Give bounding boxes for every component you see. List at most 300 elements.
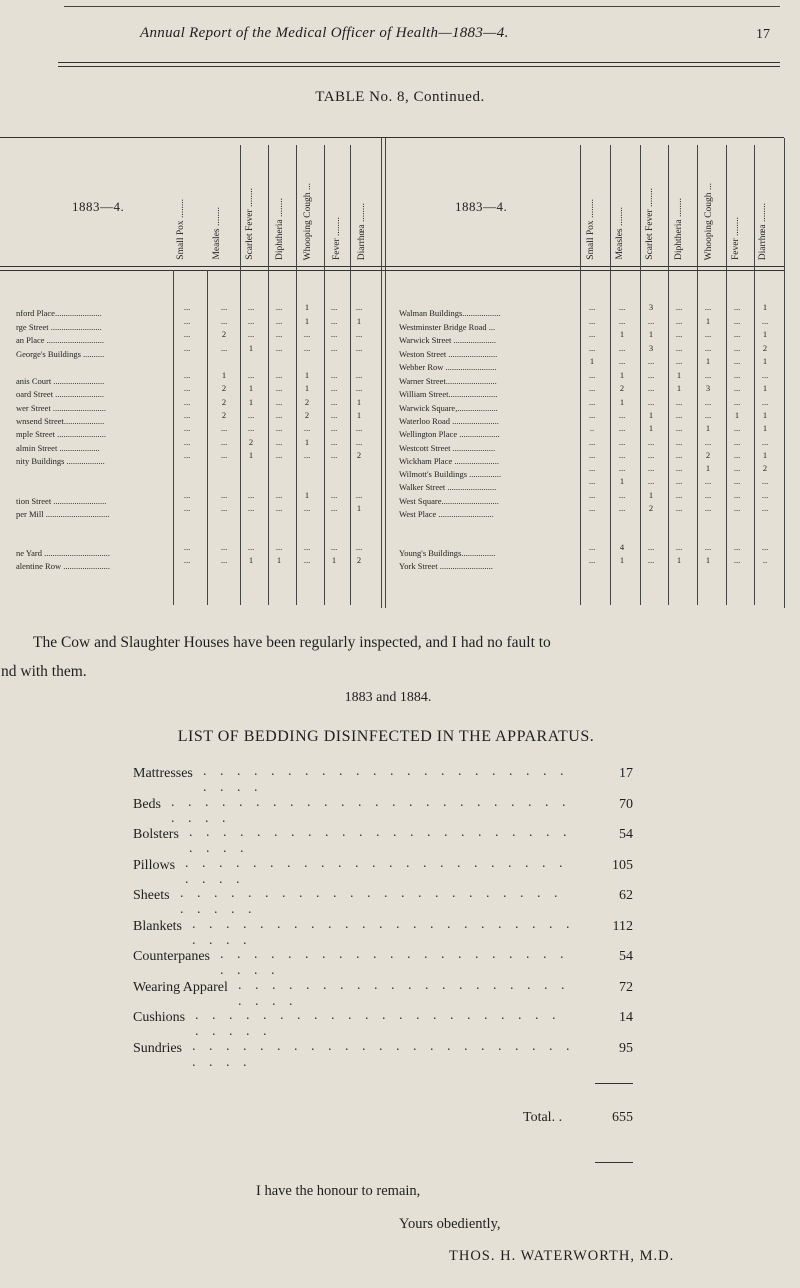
table-cell: 1 bbox=[762, 329, 768, 339]
table-cell: ... bbox=[704, 343, 712, 353]
table-cell: 1 bbox=[356, 503, 362, 513]
row-name: alentine Row ...................... bbox=[16, 561, 110, 571]
leader-dots: . . . . . . . . . . . . . . . . . . . . . . . . . bbox=[220, 947, 569, 978]
table-cell: ... bbox=[588, 370, 596, 380]
row-name: George's Buildings .......... bbox=[16, 349, 105, 359]
table-cell: ... bbox=[183, 383, 191, 393]
table-cell: ... bbox=[183, 423, 191, 433]
table-cell: ... bbox=[733, 437, 741, 447]
bedding-item-count: 70 bbox=[619, 796, 633, 812]
table-cell: ... bbox=[588, 476, 596, 486]
table-cell: ... bbox=[275, 329, 283, 339]
header-rule bbox=[58, 62, 780, 63]
table-cell: ... bbox=[733, 490, 741, 500]
table-cell: ... bbox=[330, 397, 338, 407]
table-cell: 1 bbox=[304, 490, 310, 500]
table-cell: ... bbox=[647, 383, 655, 393]
table-cell: ... bbox=[733, 542, 741, 552]
bedding-item-label: Blankets bbox=[133, 918, 182, 934]
bedding-item-label: Counterpanes bbox=[133, 949, 210, 964]
table-cell: 2 bbox=[356, 555, 362, 565]
table-cell: 1 bbox=[356, 410, 362, 420]
table-cell: 2 bbox=[356, 450, 362, 460]
table-cell: 1 bbox=[221, 370, 227, 380]
table-cell: ... bbox=[247, 410, 255, 420]
table-cell: ... bbox=[275, 410, 283, 420]
table-cell: .. bbox=[762, 555, 768, 565]
table-cell: ... bbox=[761, 476, 769, 486]
table-cell: ... bbox=[303, 542, 311, 552]
table-cell: ... bbox=[220, 542, 228, 552]
table-cell: ... bbox=[355, 343, 363, 353]
table-cell: 1 bbox=[762, 383, 768, 393]
table-cell: ... bbox=[355, 490, 363, 500]
table-cell: ... bbox=[618, 490, 626, 500]
table-cell: ... bbox=[761, 542, 769, 552]
table-cell: ... bbox=[733, 329, 741, 339]
table-cell: 2 bbox=[705, 450, 711, 460]
table-cell: .. bbox=[589, 423, 595, 433]
table-cell: ... bbox=[330, 370, 338, 380]
table-cell: ... bbox=[733, 316, 741, 326]
table-cell: 1 bbox=[705, 463, 711, 473]
table-cell: ... bbox=[647, 316, 655, 326]
table-middle-divider bbox=[381, 138, 382, 608]
table-cell: ... bbox=[183, 437, 191, 447]
table-cell: ... bbox=[761, 490, 769, 500]
table-cell: ... bbox=[675, 316, 683, 326]
table-cell: ... bbox=[330, 503, 338, 513]
table-cell: 1 bbox=[619, 555, 625, 565]
bedding-item bbox=[133, 916, 633, 948]
table-cell: 1 bbox=[648, 423, 654, 433]
table-cell: ... bbox=[220, 555, 228, 565]
table-cell: 1 bbox=[331, 555, 337, 565]
table-cell: ... bbox=[330, 383, 338, 393]
bedding-item-label: Sundries bbox=[133, 1040, 182, 1056]
table-cell: ... bbox=[275, 383, 283, 393]
table-cell: 1 bbox=[676, 383, 682, 393]
table-cell: ... bbox=[275, 316, 283, 326]
table-cell: ... bbox=[675, 437, 683, 447]
table-cell: 1 bbox=[648, 410, 654, 420]
list-years: 1883 and 1884. bbox=[344, 690, 432, 705]
closing-line2: Yours obediently, bbox=[399, 1216, 501, 1232]
table-cell: ... bbox=[330, 450, 338, 460]
table-cell: ... bbox=[183, 343, 191, 353]
leader-dots: . . . . . . . . . . . . . . . . . . . . . . . . . . . bbox=[195, 1008, 561, 1039]
running-header bbox=[0, 25, 800, 45]
row-name: West Square........................... bbox=[399, 496, 499, 506]
table-cell: ... bbox=[275, 437, 283, 447]
table-cell: ... bbox=[618, 343, 626, 353]
table-cell: 2 bbox=[221, 397, 227, 407]
table-cell: ... bbox=[733, 503, 741, 513]
table-cell: ... bbox=[220, 503, 228, 513]
table-cell: ... bbox=[220, 450, 228, 460]
table-cell: ... bbox=[183, 503, 191, 513]
table-cell: ... bbox=[647, 397, 655, 407]
table-cell: 1 bbox=[676, 555, 682, 565]
bedding-item-label: Sheets bbox=[133, 888, 170, 903]
table-cell: ... bbox=[588, 410, 596, 420]
bedding-item-count: 17 bbox=[619, 766, 633, 781]
table-cell: ... bbox=[733, 450, 741, 460]
inspection-paragraph-line1: The Cow and Slaughter Houses have been regularly inspected, and I had no fault to bbox=[33, 634, 551, 651]
bedding-item bbox=[133, 855, 633, 887]
table-right-border bbox=[784, 138, 785, 608]
table-cell: ... bbox=[704, 410, 712, 420]
table-cell: ... bbox=[330, 343, 338, 353]
table-cell: 1 bbox=[248, 343, 254, 353]
table-cell: ... bbox=[355, 437, 363, 447]
table-cell: 2 bbox=[221, 383, 227, 393]
table-cell: ... bbox=[275, 343, 283, 353]
table-cell: ... bbox=[675, 463, 683, 473]
table-cell: ... bbox=[247, 503, 255, 513]
table-cell: ... bbox=[618, 302, 626, 312]
table-cell: 1 bbox=[648, 329, 654, 339]
table-cell: 2 bbox=[762, 343, 768, 353]
table-cell: ... bbox=[247, 316, 255, 326]
row-name: Westcott Street .................... bbox=[399, 443, 496, 453]
row-name: Weston Street ....................... bbox=[399, 349, 498, 359]
bedding-item-label: Beds bbox=[133, 796, 161, 812]
row-name: nford Place...................... bbox=[16, 308, 102, 318]
row-name: York Street ......................... bbox=[399, 561, 493, 571]
leader-dots: . . . . . . . . . . . . . . . . . . . . . . . . . . . bbox=[189, 825, 572, 856]
table-cell: 1 bbox=[676, 370, 682, 380]
table-cell: ... bbox=[275, 542, 283, 552]
table-cell: ... bbox=[704, 490, 712, 500]
col-measles: Measles ........ bbox=[212, 207, 222, 260]
table-cell: 1 bbox=[304, 302, 310, 312]
bedding-item-count: 105 bbox=[612, 857, 633, 873]
table-cell: 3 bbox=[705, 383, 711, 393]
bedding-item-count: 95 bbox=[619, 1040, 633, 1056]
bedding-item bbox=[133, 825, 633, 856]
table-cell: ... bbox=[183, 410, 191, 420]
table-cell: 2 bbox=[648, 503, 654, 513]
table-cell: ... bbox=[733, 476, 741, 486]
col-fever: Fever ........ bbox=[332, 216, 342, 260]
table-cell: ... bbox=[618, 356, 626, 366]
table-cell: ... bbox=[704, 542, 712, 552]
table-cell: ... bbox=[647, 463, 655, 473]
row-name: mple Street ....................... bbox=[16, 429, 106, 439]
bedding-item-count: 112 bbox=[612, 918, 633, 934]
table-cell: 1 bbox=[705, 555, 711, 565]
table-cell: ... bbox=[220, 423, 228, 433]
col-whooping-cough: Whooping Cough ... bbox=[704, 182, 714, 260]
table-cell: ... bbox=[618, 463, 626, 473]
table-cell: ... bbox=[247, 490, 255, 500]
table-cell: ... bbox=[647, 437, 655, 447]
leader-dots: . . . . . . . . . . . . . . . . . . . . . . . . . . bbox=[203, 764, 569, 795]
right-year-label: 1883—4. bbox=[455, 199, 508, 214]
table-cell: ... bbox=[183, 370, 191, 380]
table-cell: ... bbox=[675, 542, 683, 552]
table-cell: ... bbox=[588, 490, 596, 500]
table-cell: 2 bbox=[762, 463, 768, 473]
table-cell: ... bbox=[704, 370, 712, 380]
table-cell: ... bbox=[675, 397, 683, 407]
table-cell: ... bbox=[647, 542, 655, 552]
table-cell: ... bbox=[220, 302, 228, 312]
closing-line1: I have the honour to remain, bbox=[256, 1183, 421, 1199]
table-cell: ... bbox=[733, 397, 741, 407]
table-cell: ... bbox=[303, 343, 311, 353]
table-cell: ... bbox=[355, 302, 363, 312]
row-name: Young's Buildings................ bbox=[399, 548, 496, 558]
table-cell: 1 bbox=[762, 423, 768, 433]
row-name: per Mill .............................. bbox=[16, 509, 110, 519]
table-cell: ... bbox=[183, 490, 191, 500]
leader-dots: . . . . . . . . . . . . . . . . . . . . . . . . . . . bbox=[185, 855, 568, 887]
table-cell: ... bbox=[330, 542, 338, 552]
table-cell: 2 bbox=[304, 397, 310, 407]
row-name: Westminster Bridge Road ... bbox=[399, 322, 496, 332]
row-name: Wilmott's Buildings ............... bbox=[399, 469, 502, 479]
table-cell: ... bbox=[355, 370, 363, 380]
row-name: rge Street ........................ bbox=[16, 322, 102, 332]
bedding-item-label: Wearing Apparel bbox=[133, 979, 228, 995]
table-cell: 1 bbox=[356, 316, 362, 326]
col-diarrhoea: Diarrhœa ........ bbox=[357, 202, 367, 260]
table-cell: ... bbox=[330, 423, 338, 433]
table-cell: ... bbox=[588, 450, 596, 460]
row-name: anis Court ........................ bbox=[16, 376, 105, 386]
table-cell: ... bbox=[618, 450, 626, 460]
table-cell: ... bbox=[588, 542, 596, 552]
col-fever: Fever ........ bbox=[731, 216, 741, 260]
table-cell: 1 bbox=[619, 397, 625, 407]
table-cell: 1 bbox=[619, 329, 625, 339]
bedding-item-count: 14 bbox=[619, 1010, 633, 1025]
table-cell: 1 bbox=[762, 450, 768, 460]
table-cell: ... bbox=[733, 343, 741, 353]
table-cell: ... bbox=[588, 383, 596, 393]
table-header-bottom-rule-2 bbox=[0, 270, 784, 271]
table-cell: ... bbox=[704, 397, 712, 407]
table-cell: 2 bbox=[248, 437, 254, 447]
bedding-item-count: 72 bbox=[619, 979, 633, 995]
table-cell: ... bbox=[675, 343, 683, 353]
table-cell: 2 bbox=[221, 329, 227, 339]
table-cell: ... bbox=[330, 329, 338, 339]
table-cell: ... bbox=[183, 397, 191, 407]
table-cell: ... bbox=[618, 410, 626, 420]
leader-dots: . . . . . . . . . . . . . . . . . . . . . . . . . . . . bbox=[171, 794, 571, 826]
table-cell: 1 bbox=[248, 450, 254, 460]
table-cell: 1 bbox=[356, 397, 362, 407]
table-cell: 1 bbox=[304, 370, 310, 380]
bedding-item bbox=[133, 794, 633, 826]
row-name: Warner Street........................ bbox=[399, 376, 497, 386]
table-cell: 4 bbox=[619, 542, 625, 552]
table-cell: 2 bbox=[221, 410, 227, 420]
table-cell: ... bbox=[733, 423, 741, 433]
table-cell: ... bbox=[247, 302, 255, 312]
table-cell: 1 bbox=[705, 316, 711, 326]
table-cell: ... bbox=[330, 410, 338, 420]
table-cell: ... bbox=[675, 410, 683, 420]
signature: THOS. H. WATERWORTH, M.D. bbox=[449, 1248, 675, 1264]
col-diphtheria: Diphtheria ........ bbox=[275, 197, 285, 260]
table-cell: ... bbox=[675, 490, 683, 500]
col-small-pox: Small Pox ........ bbox=[586, 199, 596, 260]
table-cell: ... bbox=[675, 302, 683, 312]
table-cell: ... bbox=[330, 316, 338, 326]
table-cell: ... bbox=[761, 370, 769, 380]
table-cell: ... bbox=[355, 423, 363, 433]
leader-dots: . . . . . . . . . . . . . . . . . . . . . . . . . . . bbox=[192, 916, 575, 948]
table-cell: ... bbox=[183, 329, 191, 339]
row-name: West Place .......................... bbox=[399, 509, 494, 519]
table-cell: ... bbox=[275, 423, 283, 433]
table-cell: ... bbox=[704, 329, 712, 339]
table-cell: ... bbox=[647, 356, 655, 366]
leader-dots: . . . . . . . . . . . . . . . . . . . . . . . . . . . . bbox=[180, 886, 563, 917]
bedding-item-label: Mattresses bbox=[133, 766, 193, 781]
table-cell: 1 bbox=[762, 302, 768, 312]
table-title: TABLE No. 8, Continued. bbox=[315, 89, 485, 105]
table-cell: ... bbox=[618, 503, 626, 513]
row-name: nity Buildings .................. bbox=[16, 456, 105, 466]
table-cell: ... bbox=[618, 437, 626, 447]
table-cell: 1 bbox=[248, 555, 254, 565]
table-cell: 1 bbox=[705, 356, 711, 366]
table-cell: ... bbox=[647, 476, 655, 486]
table-cell: ... bbox=[588, 555, 596, 565]
table-cell: ... bbox=[303, 555, 311, 565]
table-cell: ... bbox=[588, 503, 596, 513]
bedding-item bbox=[133, 947, 633, 978]
row-name: almin Street ................... bbox=[16, 443, 100, 453]
table-cell: ... bbox=[303, 503, 311, 513]
table-cell: ... bbox=[275, 450, 283, 460]
table-cell: ... bbox=[761, 397, 769, 407]
table-cell: 1 bbox=[762, 356, 768, 366]
table-cell: ... bbox=[761, 437, 769, 447]
table-cell: 1 bbox=[304, 383, 310, 393]
table-cell: 1 bbox=[304, 316, 310, 326]
table-cell: 1 bbox=[304, 437, 310, 447]
table-cell: 3 bbox=[648, 302, 654, 312]
table-header-bottom-rule bbox=[0, 266, 784, 267]
table-cell: ... bbox=[588, 329, 596, 339]
table-cell: 1 bbox=[589, 356, 595, 366]
table-cell: ... bbox=[220, 316, 228, 326]
table-cell: ... bbox=[675, 450, 683, 460]
table-cell: 1 bbox=[648, 490, 654, 500]
table-cell: ... bbox=[588, 437, 596, 447]
table-cell: ... bbox=[704, 476, 712, 486]
row-name: Warwick Street .................... bbox=[399, 335, 497, 345]
row-name: Walker Street ....................... bbox=[399, 482, 497, 492]
table-cell: ... bbox=[704, 437, 712, 447]
col-measles: Measles ........ bbox=[615, 207, 625, 260]
table-cell: ... bbox=[588, 463, 596, 473]
table-cell: ... bbox=[733, 356, 741, 366]
table-cell: ... bbox=[355, 542, 363, 552]
table-cell: ... bbox=[303, 450, 311, 460]
table-cell: ... bbox=[220, 437, 228, 447]
table-cell: ... bbox=[618, 423, 626, 433]
table-cell: 1 bbox=[619, 370, 625, 380]
total-value: 655 bbox=[612, 1110, 633, 1125]
table-top-rule bbox=[0, 137, 784, 138]
row-name: William Street....................... bbox=[399, 389, 498, 399]
table-cell: 2 bbox=[619, 383, 625, 393]
bedding-item-label: Bolsters bbox=[133, 827, 179, 842]
table-cell: ... bbox=[183, 302, 191, 312]
page-number: 17 bbox=[756, 27, 770, 42]
table-cell: ... bbox=[247, 542, 255, 552]
col-scarlet-fever: Scarlet Fever ........ bbox=[645, 188, 655, 260]
table-cell: ... bbox=[618, 316, 626, 326]
table-cell: ... bbox=[303, 423, 311, 433]
table-cell: ... bbox=[733, 383, 741, 393]
table-cell: ... bbox=[588, 316, 596, 326]
bedding-item bbox=[133, 977, 633, 1009]
bedding-item-count: 62 bbox=[619, 888, 633, 903]
bedding-item-label: Pillows bbox=[133, 857, 176, 873]
row-name: tion Street ......................... bbox=[16, 496, 107, 506]
table-cell: ... bbox=[647, 555, 655, 565]
col-small-pox: Small Pox ........ bbox=[176, 199, 186, 260]
col-whooping-cough: Whooping Cough ... bbox=[303, 182, 313, 260]
table-cell: 2 bbox=[304, 410, 310, 420]
table-cell: ... bbox=[330, 302, 338, 312]
table-cell: ... bbox=[733, 370, 741, 380]
table-cell: ... bbox=[220, 490, 228, 500]
table-cell: 3 bbox=[648, 343, 654, 353]
table-cell: ... bbox=[647, 370, 655, 380]
total-rule-bottom bbox=[595, 1162, 633, 1163]
table-cell: ... bbox=[733, 463, 741, 473]
table-cell: ... bbox=[761, 316, 769, 326]
header-rule-2 bbox=[58, 66, 780, 67]
bedding-item bbox=[133, 764, 633, 795]
bedding-item bbox=[133, 886, 633, 917]
table-cell: ... bbox=[588, 397, 596, 407]
table-cell: 1 bbox=[762, 410, 768, 420]
table-cell: ... bbox=[355, 329, 363, 339]
col-diarrhoea: Diarrhœa ........ bbox=[758, 202, 768, 260]
row-name: an Place ........................... bbox=[16, 335, 105, 345]
list-title: LIST OF BEDDING DISINFECTED IN THE APPARATUS. bbox=[177, 728, 595, 745]
table-cell: ... bbox=[330, 437, 338, 447]
table-middle-divider-2 bbox=[385, 138, 386, 608]
leader-dots: . . . . . . . . . . . . . . . . . . . . . . . . bbox=[238, 977, 570, 1009]
table-cell: ... bbox=[675, 476, 683, 486]
table-cell: ... bbox=[704, 302, 712, 312]
table-cell: ... bbox=[183, 450, 191, 460]
table-cell: ... bbox=[675, 503, 683, 513]
table-cell: ... bbox=[761, 503, 769, 513]
row-name: Wellington Place ................... bbox=[399, 429, 500, 439]
table-cell: ... bbox=[183, 316, 191, 326]
table-cell: ... bbox=[275, 503, 283, 513]
row-name: Waterloo Road ...................... bbox=[399, 416, 499, 426]
total-label: Total. . bbox=[523, 1110, 563, 1125]
table-cell: 1 bbox=[705, 423, 711, 433]
table-cell: ... bbox=[704, 503, 712, 513]
table-cell: ... bbox=[220, 343, 228, 353]
bedding-item-count: 54 bbox=[619, 949, 633, 964]
table-cell: ... bbox=[733, 555, 741, 565]
